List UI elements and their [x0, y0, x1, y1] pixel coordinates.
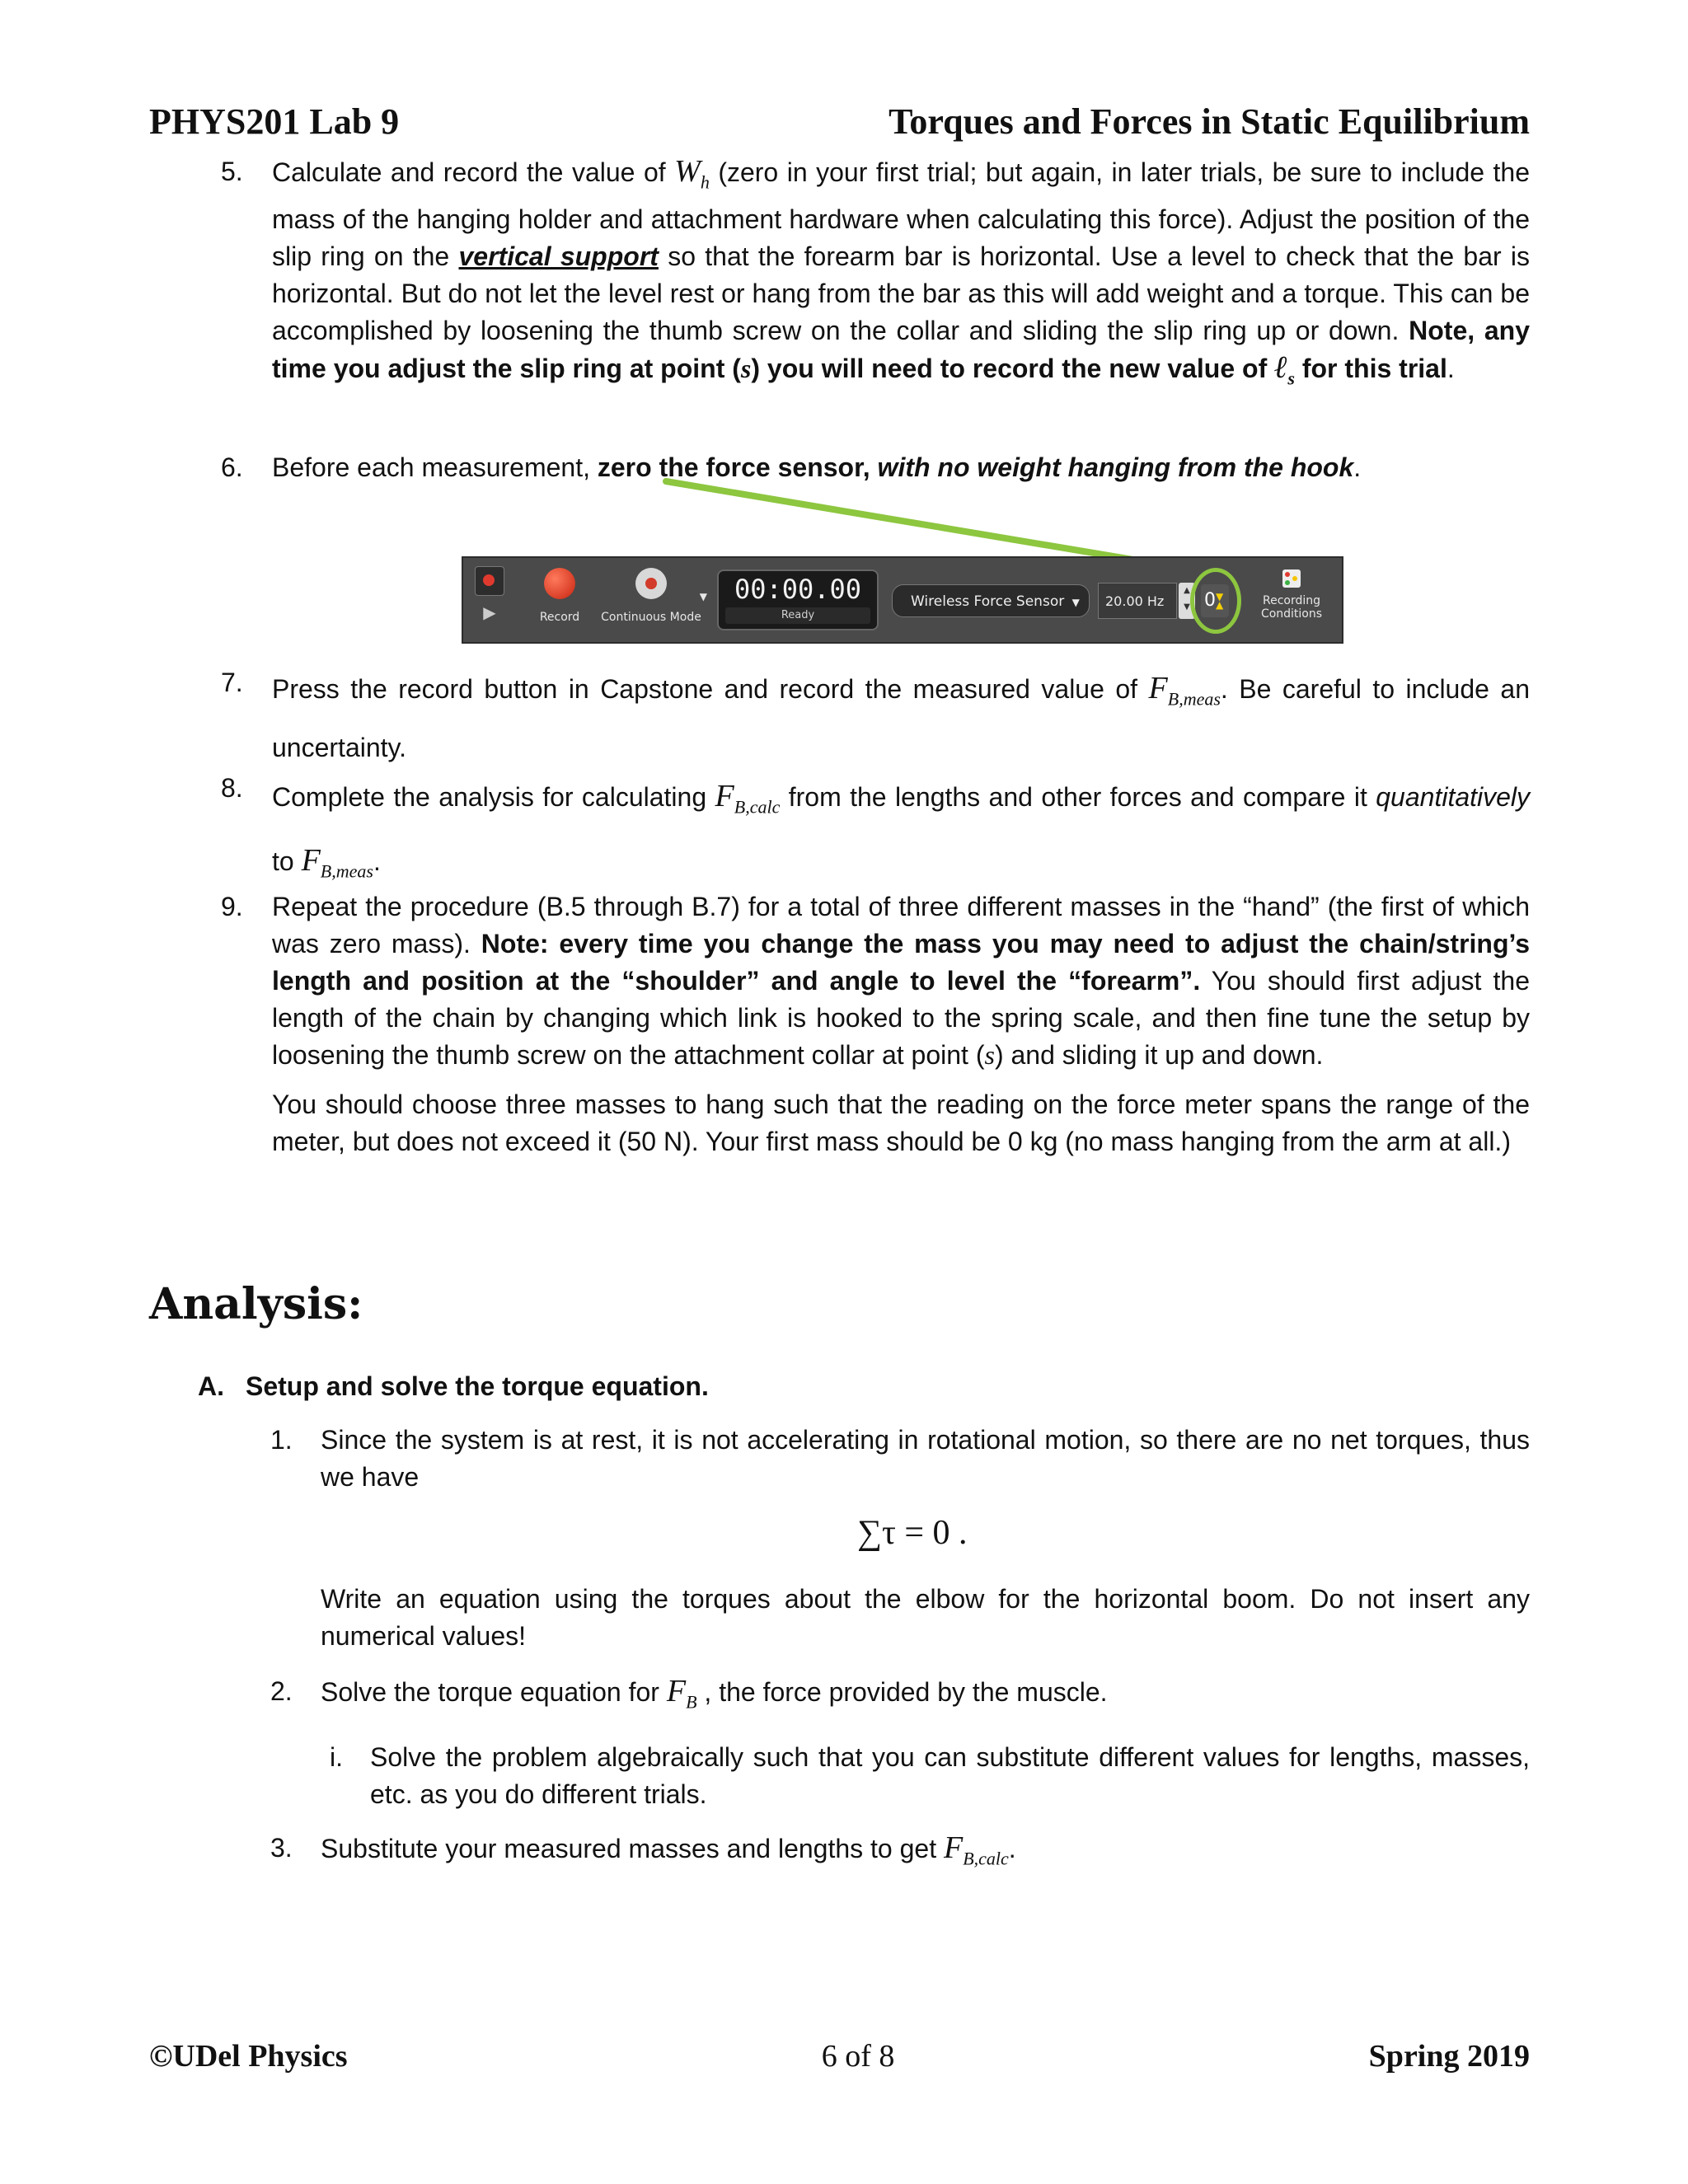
- step-5-number: 5.: [221, 157, 243, 186]
- subsection-a-title: Setup and solve the torque equation.: [246, 1371, 709, 1401]
- timer-display: 00:00.00 Ready: [717, 569, 879, 630]
- math-f-b-meas: $F_{B,meas}$: [1148, 671, 1221, 710]
- analysis-step-1-text: Since the system is at rest, it is not accelerating in rotational motion, so there are no net torques, thus we have: [321, 1425, 1530, 1492]
- sensor-select[interactable]: Wireless Force Sensor ▼: [892, 584, 1090, 617]
- analysis-step-2i-number: i.: [330, 1742, 343, 1772]
- chevron-down-icon: ▼: [1071, 597, 1080, 608]
- footer-term: Spring 2019: [1368, 2039, 1530, 2074]
- step-9-text: Repeat the procedure (B.5 through B.7) for a total of three different masses in the “hand” (the first of which was zero mass). Note: every time you change the mass you may need to adjust the chain/string’s length and position at the “shoulder” and angle to level the “forearm”. You should first adjust the length of the chain by changing which link is hooked to the spring scale, and then fine tune the setup by loosening the thumb screw on the attachment collar at point (s) and sliding it up and down.: [272, 892, 1531, 1070]
- record-icon: [544, 568, 575, 599]
- chevron-down-icon[interactable]: ▼: [699, 591, 707, 602]
- step-7-text: Press the record button in Capstone and record the measured value of $F_{B,meas}$. Be careful to include an uncertainty.: [272, 671, 1531, 762]
- zero-icon: 0: [1204, 590, 1216, 611]
- step-6-text: Before each measurement, zero the force sensor, with no weight hanging from the hook.: [272, 452, 1362, 482]
- step-7-number: 7.: [221, 668, 243, 697]
- section-title-analysis: Analysis:: [149, 1279, 363, 1329]
- mass-change-note: Note: every time you change the mass you may need to adjust the chain/string’s length and position at the “shoulder” and angle to level the “forearm”.: [272, 929, 1531, 996]
- math-f-b-calc: $F_{B,calc}$: [943, 1830, 1009, 1869]
- analysis-step-3-text: Substitute your measured masses and lengths to get $F_{B,calc}$.: [321, 1830, 1016, 1869]
- play-icon[interactable]: ▶: [483, 602, 496, 622]
- step-8-text: Complete the analysis for calculating $F_{B,calc}$ from the lengths and other forces and compare it quantitatively to $F_{B,meas}$.: [272, 779, 1531, 882]
- step-9-paragraph-2: You should choose three masses to hang such that the reading on the force meter spans the range of the meter, but does not exceed it (50 N). Your first mass should be 0 kg (no mass hanging from the arm at all.): [272, 1090, 1530, 1156]
- continuous-mode-icon: [635, 568, 667, 599]
- capstone-toolbar: [462, 556, 1343, 644]
- header-title: Torques and Forces in Static Equilibrium: [889, 101, 1530, 142]
- analysis-step-2i-text: Solve the problem algebraically such that you can substitute different values for lengths, masses, etc. as you do different trials.: [370, 1742, 1530, 1809]
- no-weight-instruction: with no weight hanging from the hook: [877, 452, 1354, 482]
- math-ell-s: ℓ$_s$: [1274, 349, 1295, 389]
- slip-ring-note: Note, any time you adjust the slip ring at point (s) you will need to record the new value of ℓ$_s$ for this trial: [272, 315, 1531, 389]
- analysis-step-2-number: 2.: [270, 1676, 293, 1706]
- record-button[interactable]: Record: [531, 568, 588, 624]
- torque-equation: ∑τ = 0 .: [857, 1514, 968, 1552]
- subsection-a-label: A.: [198, 1371, 224, 1401]
- recording-conditions-button[interactable]: Recording Conditions: [1250, 569, 1333, 621]
- analysis-step-1-text-2: Write an equation using the torques about the elbow for the horizontal boom. Do not insert any numerical values!: [321, 1584, 1530, 1651]
- sample-rate-field[interactable]: 20.00 Hz: [1098, 583, 1177, 619]
- vertical-support-term: vertical support: [458, 241, 659, 271]
- math-f-b: $F_B$: [666, 1674, 697, 1713]
- page-footer: [149, 2036, 1530, 2077]
- toolbar-side-controls[interactable]: [475, 566, 504, 622]
- page-number: 6 of 8: [821, 2039, 895, 2074]
- chevron-up-icon[interactable]: ▲: [1184, 586, 1190, 595]
- footer-copyright: ©UDel Physics: [149, 2039, 348, 2074]
- step-5-text: Calculate and record the value of $W_h$ (zero in your first trial; but again, in later trials, be sure to include the mass of the hanging holder and attachment hardware when calculating this force). Adjust the position of the slip ring on the vertical support so that the forearm bar is horizontal. Use a level to check that the bar is horizontal. But do not let the level rest or hang from the bar as this will add weight and a torque. This can be accomplished by loosening the thumb screw on the collar and sliding the slip ring up or down. Note, any time you adjust the slip ring at point (s) you will need to record the new value of ℓ$_s$ for this trial.: [272, 154, 1531, 389]
- math-f-b-calc: $F_{B,calc}$: [715, 779, 781, 818]
- analysis-step-1-number: 1.: [270, 1425, 293, 1455]
- step-9-number: 9.: [221, 892, 243, 921]
- analysis-step-2-text: Solve the torque equation for $F_B$ , the force provided by the muscle.: [321, 1674, 1108, 1713]
- record-mode-icon[interactable]: [475, 566, 504, 596]
- highlight-circle: [1190, 568, 1241, 634]
- traffic-light-icon: [1282, 569, 1301, 588]
- zero-arrows-icon: ▼ ▲: [1216, 591, 1224, 611]
- zero-sensor-instruction: zero the force sensor,: [597, 452, 870, 482]
- analysis-step-3-number: 3.: [270, 1833, 293, 1863]
- math-f-b-meas: $F_{B,meas}$: [301, 842, 373, 882]
- math-w-h: $W_h$: [674, 154, 710, 193]
- continuous-mode-button[interactable]: Continuous Mode ▼: [593, 568, 709, 624]
- header-course: PHYS201 Lab 9: [149, 101, 400, 142]
- chevron-down-icon[interactable]: ▼: [1184, 602, 1190, 612]
- step-6-number: 6.: [221, 452, 243, 482]
- step-8-number: 8.: [221, 773, 243, 803]
